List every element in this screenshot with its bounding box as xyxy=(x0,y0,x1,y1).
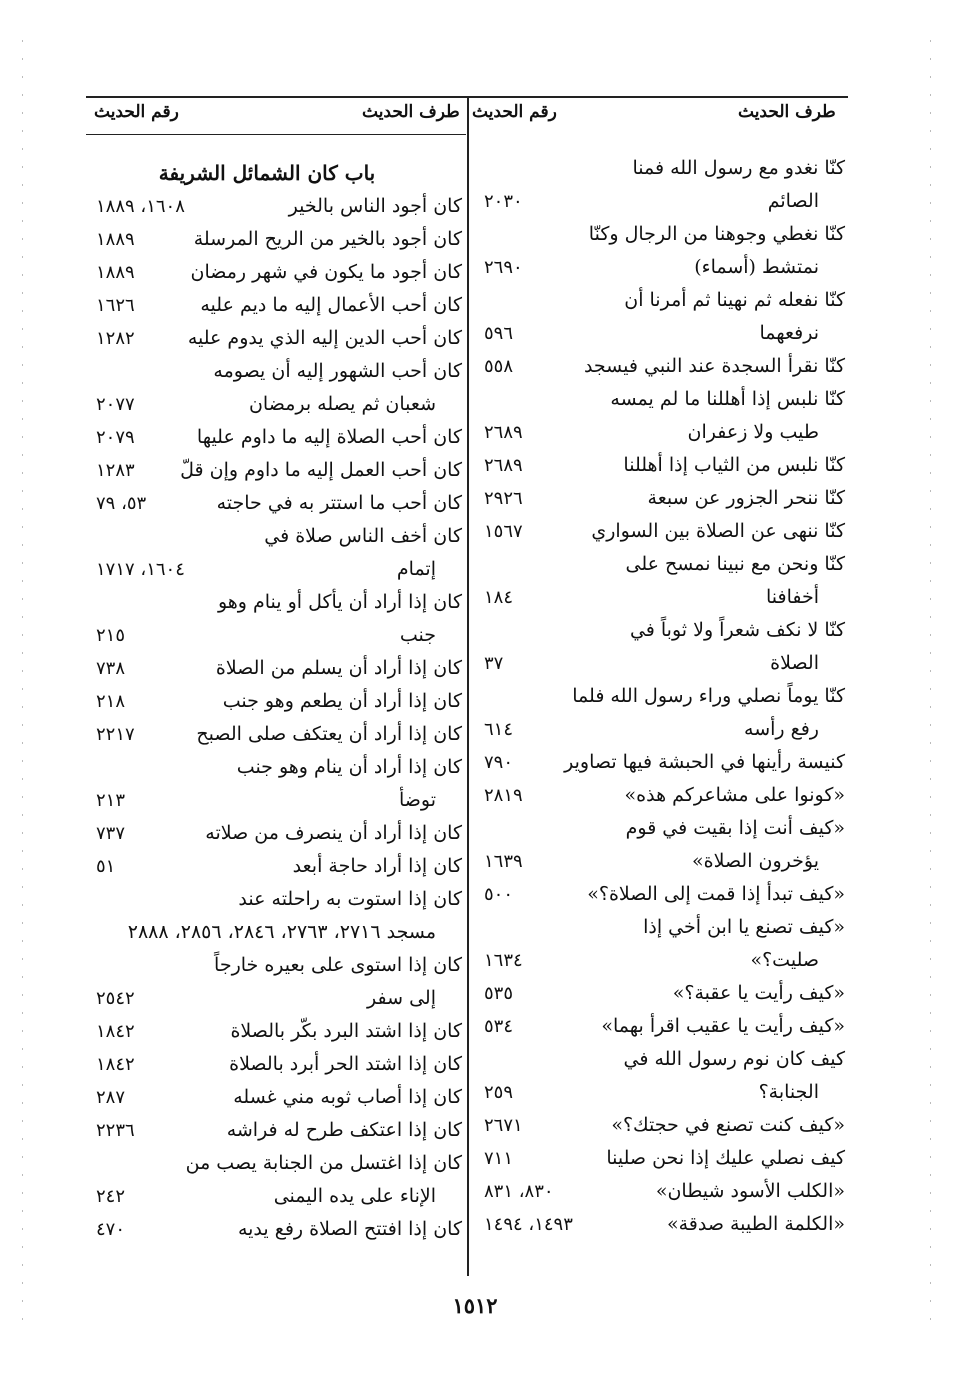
index-entry xyxy=(92,586,462,619)
entry-text: كنّا نغطي وجوهنا من الرجال وكنّا xyxy=(588,223,845,245)
entry-text: كان إذا أراد أن يسلم من الصلاة xyxy=(215,657,462,679)
entry-number: ٢٦٨٩ xyxy=(484,455,523,476)
entry-number: ٢٦٧١ xyxy=(484,1115,523,1136)
entry-text: نرفعهما xyxy=(759,322,819,344)
index-entry xyxy=(480,449,845,482)
left-column xyxy=(92,190,462,1246)
entry-number: ١٨٤ xyxy=(484,587,514,608)
index-entry xyxy=(92,982,462,1015)
entry-number: ٥٠٠ xyxy=(484,884,514,905)
index-entry xyxy=(92,619,462,652)
index-entry xyxy=(480,1142,845,1175)
index-entry xyxy=(480,746,845,779)
entry-number: ٨٣٠، ٨٣١ xyxy=(484,1181,554,1202)
entry-number: ٢١٥ xyxy=(96,625,126,646)
entry-number: ٢١٨ xyxy=(96,691,126,712)
left-header-num: رقم الحديث xyxy=(94,102,179,122)
entry-text: الجنابة؟ xyxy=(758,1081,819,1103)
entry-number: ٧٩٠ xyxy=(484,752,514,773)
index-entry xyxy=(480,812,845,845)
index-entry xyxy=(480,548,845,581)
entry-number: ١٦٣٩ xyxy=(484,851,523,872)
entry-text: كان إذا أراد أن يأكل أو ينام وهو xyxy=(217,591,462,613)
entry-number: ٢٥٤٢ xyxy=(96,988,135,1009)
entry-text: مسجد ٢٧١٦، ٢٧٦٣، ٢٨٤٦، ٢٨٥٦، ٢٨٨٨ xyxy=(127,921,436,943)
entry-number: ٥٩٦ xyxy=(484,323,514,344)
entry-text: كنّا لا نكف شعراً ولا ثوباً في xyxy=(629,619,845,641)
index-entry xyxy=(480,416,845,449)
entry-text: كان إذا أراد أن ينام وهو جنب xyxy=(236,756,462,778)
entry-text: كيف كان نوم رسول الله في xyxy=(623,1048,845,1070)
index-entry xyxy=(480,317,845,350)
entry-text: كان إذا اغتسل من الجنابة يصب من xyxy=(185,1152,462,1174)
right-header-num: رقم الحديث xyxy=(472,102,557,122)
entry-text: «كيف أنت إذا بقيت في قوم xyxy=(625,817,845,839)
index-entry xyxy=(92,520,462,553)
entry-number: ٢٩٢٦ xyxy=(484,488,523,509)
entry-number: ١٦٢٦ xyxy=(96,295,135,316)
entry-text: كنّا ننحر الجزور عن سبعة xyxy=(647,487,845,509)
entry-number: ٥١ xyxy=(96,856,116,877)
entry-text: كنّا نفعله ثم نهينا ثم أمرنا أن xyxy=(624,289,845,311)
index-entry xyxy=(92,850,462,883)
index-entry xyxy=(92,256,462,289)
entry-text: كان إذا افتتح الصلاة رفع يديه xyxy=(237,1218,462,1240)
entry-text: كان إذا اعتكف طرح له فراشه xyxy=(226,1119,462,1141)
entry-text: كان إذا أراد حاجة أبعد xyxy=(292,855,462,877)
entry-text: جنب xyxy=(399,624,436,646)
entry-text: كان أحب ما استتر به في حاجته xyxy=(216,492,462,514)
index-entry xyxy=(92,1180,462,1213)
entry-text: كان أحب الدين إليه الذي يدوم عليه xyxy=(187,327,462,349)
margin-dots xyxy=(930,40,931,1330)
index-entry xyxy=(92,190,462,223)
margin-dots xyxy=(22,40,23,1330)
entry-text: «كيف تصنع يا ابن أخي إذا xyxy=(643,916,845,938)
entry-text: كان أحب الشهور إليه أن يصومه xyxy=(213,360,462,382)
entry-number: ٢٠٣٠ xyxy=(484,191,523,212)
index-entry xyxy=(480,482,845,515)
index-entry xyxy=(92,1048,462,1081)
index-entry xyxy=(92,487,462,520)
index-entry xyxy=(92,553,462,586)
index-entry xyxy=(92,817,462,850)
index-entry xyxy=(480,1076,845,1109)
index-entry xyxy=(480,251,845,284)
entry-text: كان أحب العمل إليه ما داوم وإن قلّ xyxy=(180,459,462,481)
index-entry xyxy=(480,152,845,185)
index-entry xyxy=(92,1213,462,1246)
entry-number: ٢٤٢ xyxy=(96,1186,126,1207)
entry-text: كان إذا اشتد البرد بكّر بالصلاة xyxy=(230,1020,462,1042)
index-entry xyxy=(480,1010,845,1043)
entry-text: صليت؟» xyxy=(750,949,819,971)
entry-number: ٥٣٥ xyxy=(484,983,514,1004)
entry-number: ١٢٨٢ xyxy=(96,328,135,349)
entry-number: ٢٠٧٩ xyxy=(96,427,135,448)
entry-text: «كيف رأيت يا عقيب اقرأ بهما» xyxy=(601,1015,845,1037)
index-entry xyxy=(92,289,462,322)
index-entry xyxy=(480,614,845,647)
index-entry xyxy=(480,911,845,944)
entry-number: ١٥٦٧ xyxy=(484,521,523,542)
index-entry xyxy=(92,1114,462,1147)
entry-text: طيب ولا زعفران xyxy=(687,421,819,443)
entry-number: ٧٣٨ xyxy=(96,658,126,679)
entry-text: كان أخف الناس صلاة في xyxy=(264,525,462,547)
index-entry xyxy=(92,751,462,784)
index-entry xyxy=(480,185,845,218)
index-entry xyxy=(92,388,462,421)
entry-number: ١٦٣٤ xyxy=(484,950,523,971)
entry-number: ٢٢١٧ xyxy=(96,724,135,745)
entry-number: ٥٣٤ xyxy=(484,1016,514,1037)
entry-text: كان إذا أراد أن يعتكف صلى الصبح xyxy=(196,723,462,745)
entry-text: كان إذا استوت به راحلته عند xyxy=(238,888,462,910)
entry-text: الإناء على يده اليمنى xyxy=(273,1185,436,1207)
entry-number: ١٢٨٣ xyxy=(96,460,135,481)
entry-text: توضأ xyxy=(398,789,436,811)
entry-number: ٧٣٧ xyxy=(96,823,126,844)
index-entry xyxy=(480,878,845,911)
entry-number: ٢٦٨٩ xyxy=(484,422,523,443)
entry-number: ٢٦٩٠ xyxy=(484,257,523,278)
index-entry xyxy=(92,1015,462,1048)
index-entry xyxy=(480,779,845,812)
index-entry xyxy=(480,1208,845,1241)
entry-number: ٢٥٩ xyxy=(484,1082,514,1103)
entry-text: كان إذا استوى على بعيره خارجاً xyxy=(214,954,462,976)
entry-number: ٢٨١٩ xyxy=(484,785,523,806)
entry-text: كنّا نلبس إذا أهللنا ما لم يمسه xyxy=(610,388,845,410)
entry-text: «كيف رأيت يا عقبة؟» xyxy=(672,982,845,1004)
index-entry xyxy=(480,845,845,878)
entry-text: شعبان ثم يصله برمضان xyxy=(248,393,436,415)
entry-text: كنّا ونحن مع نبينا نمسح على xyxy=(625,553,845,575)
index-entry xyxy=(480,581,845,614)
entry-number: ٥٣، ٧٩ xyxy=(96,493,147,514)
right-header-text: طرف الحديث xyxy=(738,102,836,122)
left-column-wrapper xyxy=(92,156,462,1246)
entry-number: ١٦٠٤، ١٧١٧ xyxy=(96,559,185,580)
entry-text: كنّا ننهى عن الصلاة بين السواري xyxy=(591,520,845,542)
index-entry xyxy=(92,916,462,949)
entry-number: ١٦٠٨، ١٨٨٩ xyxy=(96,196,185,217)
index-entry xyxy=(92,1081,462,1114)
index-entry xyxy=(480,713,845,746)
index-entry xyxy=(480,977,845,1010)
index-entry xyxy=(480,284,845,317)
index-entry xyxy=(480,647,845,680)
entry-text: الصلاة xyxy=(770,652,819,674)
entry-text: «الكلب الأسود شيطان» xyxy=(655,1180,845,1202)
entry-text: رفع رأسه xyxy=(744,718,819,740)
entry-text: كان أجود بالخير من الريح المرسلة xyxy=(193,228,462,250)
index-entry xyxy=(92,652,462,685)
header-rule-left xyxy=(86,134,466,135)
entry-text: كنّا نغدو مع رسول الله فمنا xyxy=(632,157,845,179)
index-entry xyxy=(92,718,462,751)
index-entry xyxy=(480,350,845,383)
entry-text: كيف نصلي عليك إذا نحن صلينا xyxy=(606,1147,845,1169)
index-entry xyxy=(480,1043,845,1076)
entry-number: ٢٠٧٧ xyxy=(96,394,135,415)
index-entry xyxy=(92,355,462,388)
entry-number: ٥٥٨ xyxy=(484,356,514,377)
index-entry xyxy=(92,322,462,355)
entry-text: كان أجود ما يكون في شهر رمضان xyxy=(190,261,462,283)
entry-text: كنّا نقرأ السجدة عند النبي فيسجد xyxy=(583,355,845,377)
index-entry xyxy=(92,883,462,916)
entry-number: ١٤٩٣، ١٤٩٤ xyxy=(484,1214,573,1235)
entry-text: كان أجود الناس بالخير xyxy=(288,195,462,217)
entry-text: «الكلمة الطيبة صدقة» xyxy=(666,1213,845,1235)
index-entry xyxy=(92,223,462,256)
index-entry xyxy=(92,949,462,982)
entry-text: كان إذا أصاب ثوبه مني غسله xyxy=(233,1086,462,1108)
entry-number: ٤٧٠ xyxy=(96,1219,126,1240)
section-title: باب كان الشمائل الشريفة xyxy=(158,161,376,185)
entry-text: الصائم xyxy=(767,190,819,212)
index-entry xyxy=(480,680,845,713)
entry-number: ٧١١ xyxy=(484,1148,514,1169)
column-divider xyxy=(467,96,469,1276)
entry-text: يؤخرون الصلاة» xyxy=(692,850,819,872)
entry-text: كان إذا أراد أن يطعم وهو جنب xyxy=(222,690,462,712)
entry-number: ٢٨٧ xyxy=(96,1087,126,1108)
entry-text: إلى سفر xyxy=(367,987,436,1009)
entry-text: كان أحب الأعمال إليه ما ديم عليه xyxy=(200,294,462,316)
entry-text: نمتشط (أسماء) xyxy=(694,256,819,278)
page-number: ١٥١٢ xyxy=(452,1293,498,1318)
entry-number: ١٨٨٩ xyxy=(96,229,135,250)
index-entry xyxy=(92,784,462,817)
index-entry xyxy=(92,1147,462,1180)
left-header-text: طرف الحديث xyxy=(362,102,460,122)
entry-text: كان إذا اشتد الحر أبرد بالصلاة xyxy=(229,1053,462,1075)
entry-number: ٢٢٣٦ xyxy=(96,1120,135,1141)
index-entry xyxy=(480,515,845,548)
index-entry xyxy=(480,944,845,977)
index-entry xyxy=(480,1109,845,1142)
entry-number: ٢١٣ xyxy=(96,790,126,811)
entry-number: ٦١٤ xyxy=(484,719,514,740)
entry-text: كان إذا أراد أن ينصرف من صلاته xyxy=(205,822,462,844)
entry-text: كنّا يوماً نصلي وراء رسول الله فلما xyxy=(572,685,845,707)
entry-number: ١٨٨٩ xyxy=(96,262,135,283)
index-entry xyxy=(92,421,462,454)
index-entry xyxy=(480,383,845,416)
index-entry xyxy=(92,454,462,487)
entry-text: «كونوا على مشاعركم هذه» xyxy=(624,784,845,806)
entry-text: أخفافنا xyxy=(765,586,819,608)
entry-text: كنّا نلبس من الثياب إذا أهللنا xyxy=(623,454,845,476)
entry-text: «كيف كنت تصنع في حجتك؟» xyxy=(611,1114,845,1136)
entry-number: ١٨٤٢ xyxy=(96,1021,135,1042)
entry-text: كان أحب الصلاة إليه ما داوم عليها xyxy=(196,426,462,448)
entry-text: إتمام xyxy=(396,558,436,580)
entry-number: ١٨٤٢ xyxy=(96,1054,135,1075)
right-column xyxy=(480,152,845,1241)
entry-number: ٣٧ xyxy=(484,653,504,674)
entry-text: كنيسة رأينها في الحبشة فيها تصاوير xyxy=(564,751,845,773)
index-entry xyxy=(480,218,845,251)
index-entry xyxy=(92,685,462,718)
entry-text: «كيف تبدأ إذا قمت إلى الصلاة؟» xyxy=(587,883,845,905)
index-entry xyxy=(480,1175,845,1208)
